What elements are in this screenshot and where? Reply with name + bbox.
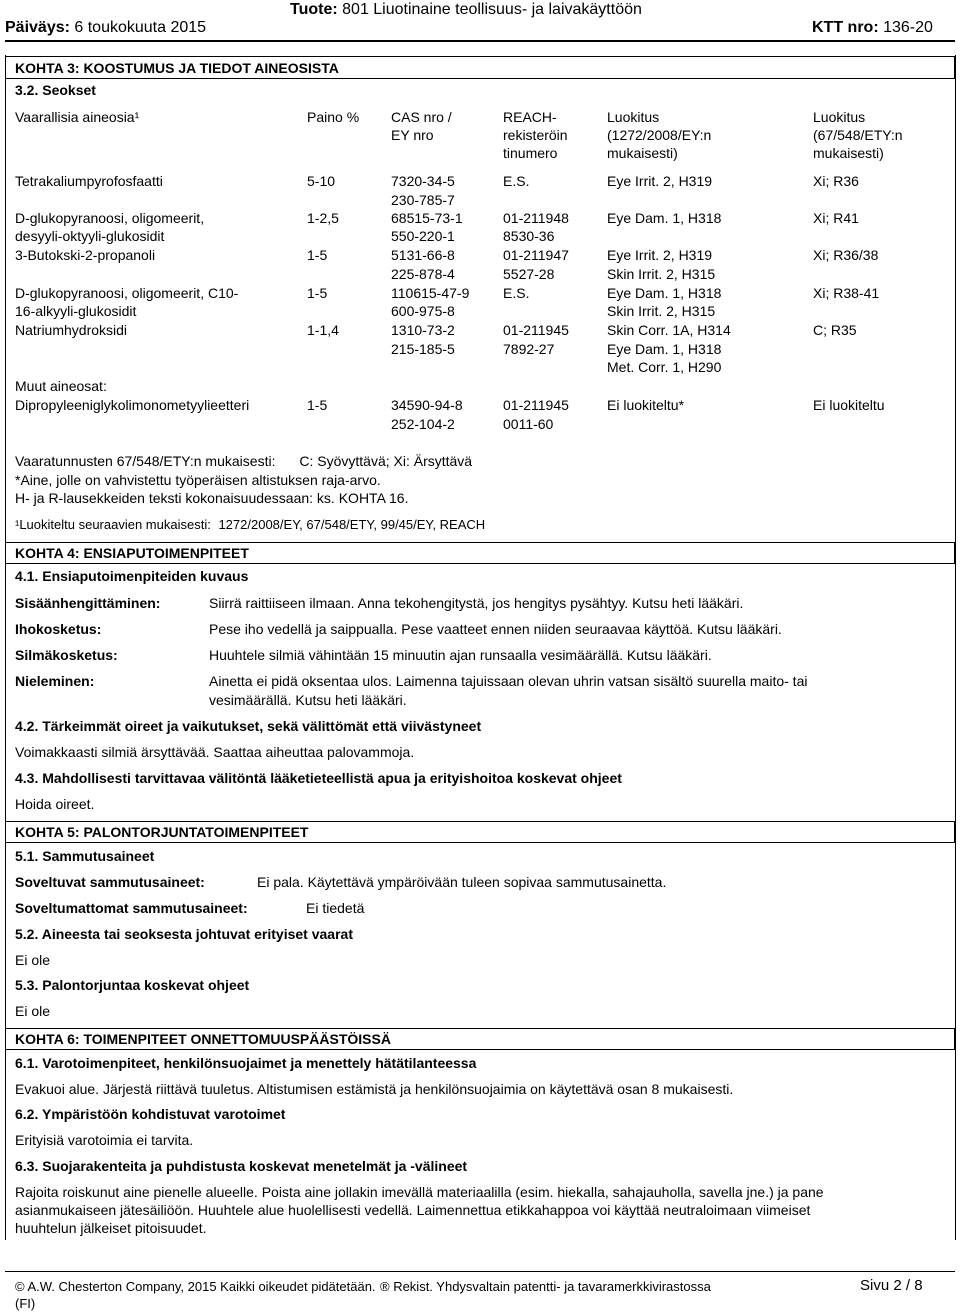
row-weight: 1-5: [307, 285, 328, 301]
date-line: [5, 19, 206, 37]
row-dsd: Xi; R36: [813, 173, 859, 189]
row-name-cont: desyyli-oktyyli-glukosidit: [15, 228, 165, 244]
section5-sub2-text: Ei ole: [15, 952, 51, 968]
product-value: 801 Liuotinaine teollisuus- ja laivakäyttöön: [342, 1, 642, 18]
row-cas: 5131-66-8: [391, 247, 455, 263]
star-note: *Aine, jolle on vahvistettu työperäisen altistuksen raja-arvo.: [15, 472, 381, 488]
ingestion-label: Nieleminen:: [15, 673, 95, 689]
row-weight: 1-2,5: [307, 210, 339, 226]
row-cas: 34590-94-8: [391, 397, 463, 413]
row-ec: 215-185-5: [391, 341, 455, 357]
row-reach-cont: 5527-28: [503, 266, 555, 282]
right-border: [955, 55, 956, 1240]
section5-title: KOHTA 5: PALONTORJUNTATOIMENPITEET: [15, 824, 309, 840]
other-ingredients-label: Muut aineosat:: [15, 378, 107, 394]
unsuitable-media-text: Ei tiedetä: [306, 900, 365, 916]
col-clp-header-2: (1272/2008/EY:n: [607, 127, 712, 143]
skin-contact-label: Ihokosketus:: [15, 621, 102, 637]
section6-sub2: 6.2. Ympäristöön kohdistuvat varotoimet: [15, 1106, 286, 1122]
product-line: [290, 1, 642, 19]
row-ec: 550-220-1: [391, 228, 455, 244]
row-clp: Eye Dam. 1, H318: [607, 285, 722, 301]
footer-rule: [5, 1271, 955, 1272]
row-cas: 7320-34-5: [391, 173, 455, 189]
classification-note: [15, 516, 485, 534]
col-cas-header-2: EY nro: [391, 127, 434, 143]
product-label: Tuote:: [290, 1, 338, 18]
row-cas: 1310-73-2: [391, 322, 455, 338]
section5-sub1: 5.1. Sammutusaineet: [15, 848, 155, 864]
section4-sub2-text: Voimakkaasti silmiä ärsyttävää. Saattaa aiheuttaa palovammoja.: [15, 744, 415, 760]
row-dsd: Xi; R41: [813, 210, 859, 226]
row-clp: Eye Dam. 1, H318: [607, 210, 722, 226]
row-reach: 01-211947: [503, 247, 569, 263]
header-rule: [5, 40, 955, 42]
page-number: Sivu 2 / 8: [860, 1277, 923, 1294]
row-dsd: Xi; R38-41: [813, 285, 880, 301]
row-dsd: Xi; R36/38: [813, 247, 879, 263]
row-weight: 1-1,4: [307, 322, 339, 338]
date-value: 6 toukokuuta 2015: [74, 19, 207, 36]
row-ec: 252-104-2: [391, 416, 455, 432]
hr-note: H- ja R-lausekkeiden teksti kokonaisuudessaan: ks. KOHTA 16.: [15, 490, 409, 506]
section3-title: KOHTA 3: KOOSTUMUS JA TIEDOT AINEOSISTA: [15, 60, 339, 76]
col-reach-header-2: rekisteröin: [503, 127, 568, 143]
row-clp-cont: Skin Irrit. 2, H315: [607, 266, 716, 282]
row-name: D-glukopyranoosi, oligomeerit, C10-: [15, 285, 239, 301]
row-ec: 600-975-8: [391, 303, 455, 319]
col-dsd-header-1: Luokitus: [813, 109, 866, 125]
row-name: D-glukopyranoosi, oligomeerit,: [15, 210, 205, 226]
row-reach-cont: 0011-60: [503, 416, 554, 432]
row-weight: 1-5: [307, 247, 328, 263]
row-ec: 225-878-4: [391, 266, 455, 282]
row-reach-cont: 7892-27: [503, 341, 555, 357]
row-reach-cont: 8530-36: [503, 228, 555, 244]
section4-sub2: 4.2. Tärkeimmät oireet ja vaikutukset, sekä välittömät että viivästyneet: [15, 718, 482, 734]
unsuitable-media-label: Soveltumattomat sammutusaineet:: [15, 900, 248, 916]
section5-sub3-text: Ei ole: [15, 1003, 51, 1019]
hazard-note-label: Vaaratunnusten 67/548/ETY:n mukaisesti:: [15, 453, 276, 469]
row-weight: 1-5: [307, 397, 328, 413]
skin-contact-text: Pese iho vedellä ja saippualla. Pese vaatteet ennen niiden seuraavaa käyttöä. Kutsu lääkäri.: [209, 621, 782, 637]
section4-title: KOHTA 4: ENSIAPUTOIMENPITEET: [15, 545, 249, 561]
col-reach-header-1: REACH-: [503, 109, 557, 125]
section6-sub3: 6.3. Suojarakenteita ja puhdistusta koskevat menetelmät ja -välineet: [15, 1158, 468, 1174]
row-reach: 01-211945: [503, 322, 569, 338]
row-reach: E.S.: [503, 285, 530, 301]
eye-contact-label: Silmäkosketus:: [15, 647, 118, 663]
col-dsd-header-3: mukaisesti): [813, 145, 884, 161]
section5-sub3: 5.3. Palontorjuntaa koskevat ohjeet: [15, 977, 250, 993]
date-label: Päiväys:: [5, 19, 70, 36]
row-weight: 5-10: [307, 173, 336, 189]
col-name-header: Vaarallisia aineosia¹: [15, 109, 140, 125]
inhalation-label: Sisäänhengittäminen:: [15, 595, 161, 611]
section6-sub1: 6.1. Varotoimenpiteet, henkilönsuojaimet ja menettely hätätilanteessa: [15, 1055, 477, 1071]
col-weight-header: Paino %: [307, 109, 360, 125]
suitable-media-text: Ei pala. Käytettävä ympäröivään tuleen sopivaa sammutusainetta.: [257, 874, 667, 890]
section6-sub3-text-1: Rajoita roiskunut aine pienelle alueelle. Poista aine jollakin imevällä materiaalilla (esim. hiekalla, sahajauholla, savella jne.) ja pane: [15, 1184, 824, 1200]
inhalation-text: Siirrä raittiiseen ilmaan. Anna tekohengitystä, jos hengitys pysähtyy. Kutsu heti lääkäri.: [209, 595, 744, 611]
row-name-cont: 16-alkyyli-glukosidit: [15, 303, 137, 319]
section6-sub1-text: Evakuoi alue. Järjestä riittävä tuuletus. Altistumisen estämistä ja henkilönsuojaimia on käytettävä osan 8 mukaisesti.: [15, 1081, 734, 1097]
row-dsd: C; R35: [813, 322, 857, 338]
eye-contact-text: Huuhtele silmiä vähintään 15 minuutin ajan runsaalla vesimäärällä. Kutsu lääkäri.: [209, 647, 712, 663]
row-clp: Skin Corr. 1A, H314: [607, 322, 731, 338]
row-ec: 230-785-7: [391, 192, 455, 208]
row-name: Natriumhydroksidi: [15, 322, 128, 338]
col-clp-header-3: mukaisesti): [607, 145, 678, 161]
hazard-note: [15, 452, 472, 470]
row-clp-cont-2: Met. Corr. 1, H290: [607, 359, 722, 375]
row-reach: E.S.: [503, 173, 530, 189]
row-clp: Ei luokiteltu*: [607, 397, 685, 413]
row-name: 3-Butokski-2-propanoli: [15, 247, 156, 263]
section4-sub3: 4.3. Mahdollisesti tarvittavaa välitöntä lääketieteellistä apua ja erityishoitoa koskevat ohjeet: [15, 770, 622, 786]
row-name: Dipropyleeniglykolimonometyylieetteri: [15, 397, 250, 413]
row-dsd: Ei luokiteltu: [813, 397, 885, 413]
ktt-line: [812, 19, 933, 37]
section3-subtitle: 3.2. Seokset: [15, 82, 96, 98]
row-reach: 01-211948: [503, 210, 569, 226]
section4-sub3-text: Hoida oireet.: [15, 796, 95, 812]
col-clp-header-1: Luokitus: [607, 109, 660, 125]
row-cas: 110615-47-9: [391, 285, 470, 301]
row-clp: Eye Irrit. 2, H319: [607, 247, 713, 263]
row-clp-cont: Skin Irrit. 2, H315: [607, 303, 716, 319]
section6-sub2-text: Erityisiä varotoimia ei tarvita.: [15, 1132, 194, 1148]
row-reach: 01-211945: [503, 397, 569, 413]
ktt-label: KTT nro:: [812, 19, 879, 36]
classification-note-value: 1272/2008/EY, 67/548/ETY, 99/45/EY, REACH: [218, 517, 486, 532]
col-reach-header-3: tinumero: [503, 145, 558, 161]
ingestion-text-1: Ainetta ei pidä oksentaa ulos. Laimenna tajuissaan olevan uhrin vatsan sisältö suurella maito- tai: [209, 673, 808, 689]
col-cas-header-1: CAS nro /: [391, 109, 452, 125]
ktt-value: 136-20: [883, 19, 933, 36]
section6-title: KOHTA 6: TOIMENPITEET ONNETTOMUUSPÄÄSTÖISSÄ: [15, 1031, 391, 1047]
section6-sub3-text-3: huuhtelun jälkeiset pitoisuudet.: [15, 1220, 207, 1236]
footer-copyright: © A.W. Chesterton Company, 2015 Kaikki oikeudet pidätetään.: [15, 1279, 376, 1294]
col-dsd-header-2: (67/548/ETY:n: [813, 127, 903, 143]
section5-sub2: 5.2. Aineesta tai seoksesta johtuvat erityiset vaarat: [15, 926, 353, 942]
ingestion-text-2: vesimäärällä. Kutsu heti lääkäri.: [209, 692, 407, 708]
classification-note-label: ¹Luokiteltu seuraavien mukaisesti:: [15, 517, 211, 532]
row-cas: 68515-73-1: [391, 210, 463, 226]
row-clp: Eye Irrit. 2, H319: [607, 173, 713, 189]
section4-sub1: 4.1. Ensiaputoimenpiteiden kuvaus: [15, 568, 249, 584]
left-border: [5, 55, 6, 1240]
footer-trademark: ® Rekist. Yhdysvaltain patentti- ja tavaramerkkivirastossa: [380, 1279, 711, 1294]
suitable-media-label: Soveltuvat sammutusaineet:: [15, 874, 205, 890]
hazard-note-value: C: Syövyttävä; Xi: Ärsyttävä: [299, 453, 473, 469]
row-clp-cont: Eye Dam. 1, H318: [607, 341, 722, 357]
section6-sub3-text-2: asianmukaiseen jätesäiliöön. Huuhtele alue huolellisesti vedellä. Laimennettua etikkahappoa voi käyttää neutraloimaan viimeiset: [15, 1202, 811, 1218]
footer-lang: (FI): [15, 1296, 36, 1311]
row-name: Tetrakaliumpyrofosfaatti: [15, 173, 163, 189]
